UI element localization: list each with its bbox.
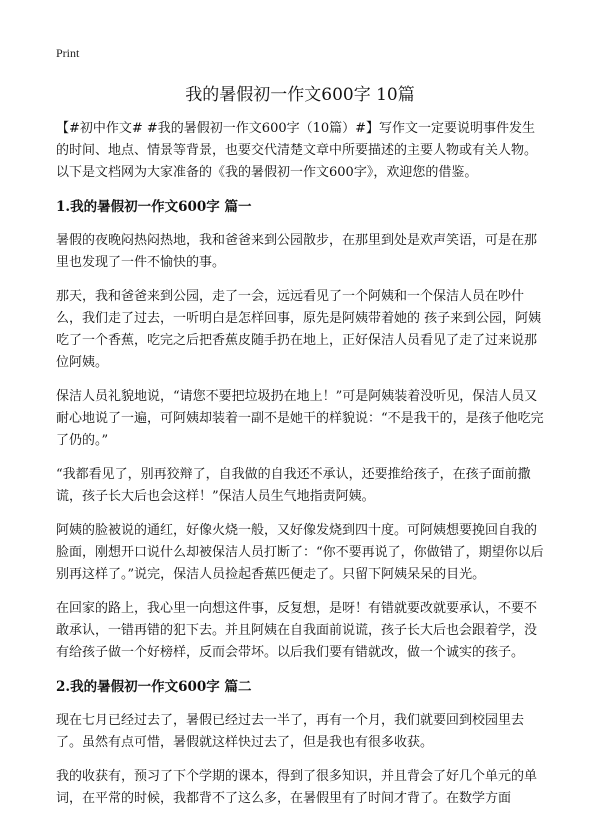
print-link[interactable]: Print — [56, 46, 80, 60]
section-1-paragraph: 暑假的夜晚闷热闷热地，我和爸爸来到公园散步，在那里到处是欢声笑语，可是在那里也发现了一件不愉快的事。 — [56, 233, 538, 270]
section-1-paragraph: 那天，我和爸爸来到公园，走了一会，远远看见了一个阿姨和一个保洁人员在吵什么，我们走了过去，一听明白是怎样回事，原先是阿姨带着她的 孩子来到公园，阿姨吃了一个香蕉，吃完之后把香蕉皮随手扔在地上，正好保洁人员看见了走了过来说那位阿姨。 — [56, 289, 542, 370]
section-1-paragraph: “我都看见了，别再狡辩了，自我做的自我还不承认，还要推给孩子，在孩子面前撒谎，孩子长大后也会这样！”保洁人员生气地指责阿姨。 — [56, 467, 531, 504]
section-1-paragraph: 保洁人员礼貌地说，“请您不要把垃圾扔在地上！”可是阿姨装着没听见，保洁人员又耐心地说了一遍，可阿姨却装着一副不是她干的样貌说：“不是我干的，是孩子他吃完了仍的。” — [56, 389, 544, 448]
page-title: 我的暑假初一作文600字 10篇 — [185, 85, 415, 105]
section-1-paragraph: 阿姨的脸被说的通红，好像火烧一般，又好像发烧到四十度。可阿姨想要挽回自我的脸面，刚想开口说什么却被保洁人员打断了：“你不要再说了，你做错了，期望你以后别再这样了。”说完，保洁人员捡起香蕉匹便走了。只留下阿姨呆呆的目光。 — [56, 523, 544, 582]
section-2-paragraph: 我的收获有，预习了下个学期的课本，得到了很多知识，并且背会了好几个单元的单词，在平常的时候，我都背不了这么多，在暑假里有了时间才背了。在数学方面 — [56, 769, 538, 806]
section-2-paragraph: 现在七月已经过去了，暑假已经过去一半了，再有一个月，我们就要回到校园里去了。虽然有点可惜，暑假就这样快过去了，但是我也有很多收获。 — [56, 713, 525, 750]
section-1-heading: 1.我的暑假初一作文600字 篇一 — [56, 199, 252, 215]
article-body — [56, 118, 548, 822]
section-2-heading: 2.我的暑假初一作文600字 篇二 — [56, 679, 252, 695]
intro-paragraph: 【#初中作文# #我的暑假初一作文600字（10篇）#】写作文一定要说明事件发生的时间、地点、情景等背景，也要交代清楚文章中所要描述的主要人物或有关人物。以下是文档网为大家准备的《我的暑假初一作文600字》，欢迎您的借鉴。 — [56, 121, 538, 180]
section-1-paragraph: 在回家的路上，我心里一向想这件事，反复想，是呀！有错就要改就要承认，不要不敢承认，一错再错的犯下去。并且阿姨在自我面前说谎，孩子长大后也会跟着学，没有给孩子做一个好榜样，反而会带坏。以后我们要有错就改，做一个诚实的孩子。 — [56, 601, 538, 660]
